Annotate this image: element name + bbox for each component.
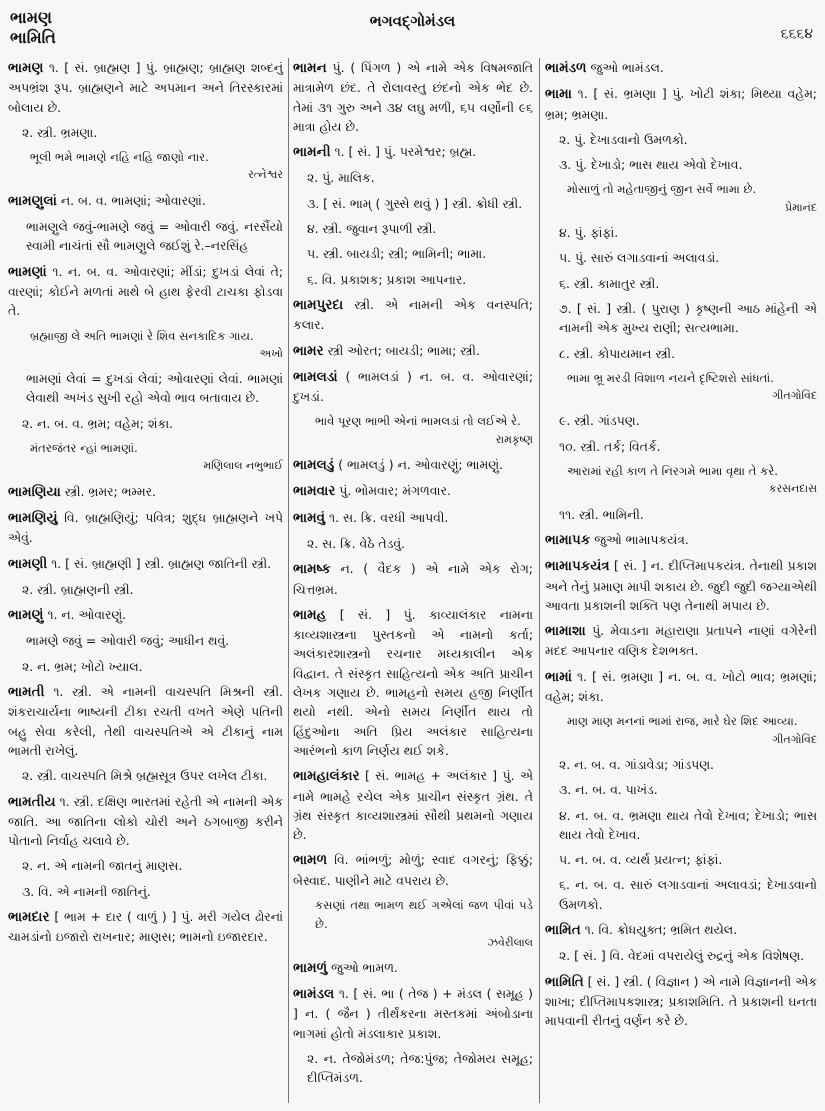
- headword: ભામણું: [8, 607, 44, 624]
- definition: પું. મેવાડના મહારાણા પ્રતાપને નાણાં વગેરેની મદદ આપનાર વણિક દેશભક્ત.: [545, 623, 817, 659]
- dictionary-entry: [545, 530, 817, 550]
- headword: ભામણુલાં: [8, 192, 57, 209]
- book-title: ભગવદ્ગોમંડલ: [369, 12, 456, 30]
- sub-sense: ૧૧. સ્ત્રી. ભામિની.: [559, 506, 644, 522]
- definition: વિ. ભાંભળું; મોળું; સ્વાદ વગરનું; ફિક્કું; બેસ્વાદ. પાણીને માટે વપરાય છે.: [293, 852, 533, 888]
- dictionary-columns: [0, 56, 825, 1106]
- column-2: [293, 56, 533, 1106]
- sub-sense: ૨. પું. દેખાડવાનો ઉમળકો.: [559, 131, 688, 147]
- citation-quote: મોસાળું તો મહેતાજીનું જીન સર્વે ભામા છે.: [567, 182, 757, 197]
- dictionary-entry: [545, 556, 817, 615]
- definition: ૧. સ્ત્રી. દક્ષિણ ભારતમાં રહેતી એ નામની એક જાતિ. આ જાતિના લોકો ચોરી અને ઠગબાજી કરીને પોતાનો નિર્વાહ ચલાવે છે.: [8, 793, 283, 849]
- sub-sense: ૨. ન. તેજોમંડળ; તેજ:પુંજ; તેજોમય સમૂહ; દીપ્તિમંડળ.: [307, 1051, 533, 1086]
- sub-sense: ૫. ન. બ. વ. વ્યર્થ પ્રયત્ન; ફાંફાં.: [559, 852, 723, 868]
- definition: ૧. [ સં. ] પું. પરમેશ્વર; બ્રહ્મ.: [334, 144, 477, 160]
- headword: ભામપુરદા: [293, 296, 344, 313]
- dictionary-entry: [293, 850, 533, 890]
- definition: પું. ભોમવાર; મંગળવાર.: [339, 483, 451, 499]
- sub-sense: ૧૦. સ્ત્રી. તર્ક; વિતર્ક.: [559, 438, 661, 454]
- guide-word-last: ભામિતિ: [10, 28, 56, 47]
- dictionary-entry: [293, 58, 533, 136]
- headword: ભામહાલંકાર: [293, 768, 360, 785]
- citation-author: મણિલાલ નભુભાઈ: [203, 459, 283, 473]
- sub-sense: ૫. પું. સારું લગાડવાનાં અલાવડાં.: [559, 250, 720, 266]
- dictionary-entry: [8, 262, 283, 321]
- headword: ભામની: [293, 144, 331, 161]
- definition: જુઓ ભામાપકયંત્ર.: [594, 531, 689, 547]
- page-header: [0, 4, 825, 54]
- sub-sense: ૩. [ સં. ભામ્ ( ગુસ્સે થવું ) ] સ્ત્રી. ક્રોધી સ્ત્રી.: [307, 195, 523, 211]
- definition: [ સં. ] ન. દીપ્તિમાપકયંત્ર. તેનાથી પ્રકાશ અને તેનું પ્રમાણ માપી શકાય છે. જુદી જુદી જગ્યાએથી આવતા પ્રકાશની શક્તિ પણ તેનાથી મપાય છે.: [545, 558, 817, 613]
- dictionary-entry: [8, 907, 283, 947]
- definition: [ સં. ] સ્ત્રી. ( વિજ્ઞાન ) એ નામે વિજ્ઞાનની એક શાખા; દીપ્તિમાપકશાસ્ત્ર; પ્રકાશમિતિ. તે પ્રકાશની ઘનતા માપવાની રીતનું વર્ણન કરે છે.: [545, 973, 817, 1029]
- headword: ભામિતિ: [545, 973, 584, 990]
- headword: ભામતી: [8, 684, 45, 701]
- dictionary-entry: [8, 508, 283, 548]
- citation-quote: મંતરજંતર ન્હાં ભામણાં.: [30, 441, 138, 456]
- headword: ભામન: [293, 60, 327, 76]
- headword: ભામાપકયંત્ર: [545, 558, 610, 575]
- definition: ૧. [ સં. ભા ( તેજ ) + મંડલ ( સમૂહ ) ] ન. ( જૈન ) તીર્થંકરના મસ્તકમાં અંબોડાના ભાગમાં હોતો મંડલાકાર પ્રકાશ.: [293, 986, 533, 1041]
- headword: ભામણી: [8, 555, 48, 572]
- citation-author: કરસનદાસ: [768, 482, 817, 496]
- citation-author: પ્રેમાનંદ: [785, 200, 817, 214]
- dictionary-entry: [293, 481, 533, 501]
- definition: ૧. સ્ત્રી. એ નામની વાચસ્પતિ મિશ્રની સ્ત્રી. શંકરાચાર્યના ભાષ્યની ટીકા રચતી વખતે એણે પતિની બહુ સેવા કરેલી, તેથી વાચસ્પતિએ એ ટીકાનું નામ ભામતી રાખેલું.: [8, 684, 283, 758]
- sub-sense: ૬. વિ. પ્રકાશક; પ્રકાશ આપનાર.: [307, 271, 467, 287]
- headword: ભામાપક: [545, 531, 591, 548]
- dictionary-entry: [545, 621, 817, 661]
- definition: ન. બ. વ. ભામણાં; ઓવારણાં.: [60, 192, 206, 208]
- dictionary-entry: [293, 367, 533, 407]
- definition: ૧. વિ. ક્રોધયુક્ત; ભ્રમિત થયેલ.: [584, 921, 738, 937]
- headword: ભામહ: [293, 606, 327, 623]
- citation-author: ઝવેરીલાલ: [487, 935, 533, 949]
- definition: ૧. [ સં. બ્રાહ્મણી ] સ્ત્રી. બ્રાહ્મણ જાતિની સ્ત્રી.: [51, 555, 272, 571]
- dictionary-entry: [545, 972, 817, 1031]
- definition: ૧. ન. ઓવારણું.: [47, 607, 127, 623]
- sub-sense: ૨. ન. ભ્રમ; ખોટો ખ્યાલ.: [22, 658, 143, 674]
- page-number: ૬૬૬૪: [780, 26, 813, 42]
- definition: ૧. સ. ક્રિ. વરધી આપવી.: [329, 509, 449, 525]
- definition: [ સં. ] પું. કાવ્યાલંકાર નામના કાવ્યશાસ્ત્રના પુસ્તકનો એ નામનો કર્તા; અલંકારશાસ્ત્રનો રચનાર મધ્યકાલીન એક વિદ્વાન. તે સંસ્કૃત સાહિત્યનો એક અતિ પ્રાચીન લેખક ગણાય છે. ભામહનો સમય હજી નિર્ણીત થયો નથી. એનો સમય નિર્ણીત થાય તો હિંદુઓના અતિ પ્રિય અલંકાર સાહિત્યના આરંભનો કાળ નિર્ણય થઈ શકે.: [293, 606, 533, 758]
- headword: ભામા: [545, 86, 572, 103]
- dictionary-entry: [8, 482, 283, 502]
- dictionary-entry: [8, 792, 283, 851]
- dictionary-entry: [293, 984, 533, 1043]
- dictionary-entry: [293, 455, 533, 475]
- headword: ભામણિયા: [8, 483, 61, 500]
- headword: ભામાં: [545, 668, 572, 685]
- dictionary-entry: [545, 84, 817, 124]
- headword: ભામલડું: [293, 457, 335, 474]
- headword: ભામલડાં: [293, 368, 338, 385]
- sub-sense: ૯. સ્ત્રી. ગાંડપણ.: [559, 413, 640, 429]
- definition: ૧. [ સં. ભ્રમણા ] ન. બ. વ. ખોટો ભાવ; ભ્રમણાં; વહેમ; શંકા.: [545, 668, 817, 705]
- headword: ભામંડલ: [293, 986, 335, 1003]
- sub-sense: ૮. સ્ત્રી. કોપાયમાન સ્ત્રી.: [559, 345, 676, 361]
- headword: ભામદાર: [8, 908, 50, 925]
- sub-sense: ૨. સ. ક્રિ. વેઠે તેડવું.: [307, 535, 406, 551]
- sub-sense: ૫. સ્ત્રી. બાયડી; સ્ત્રી; ભામિની; ભામા.: [307, 246, 487, 262]
- column-1: [8, 56, 283, 1106]
- headword: ભામણ: [8, 60, 44, 76]
- definition: જુઓ ભામંડલ.: [590, 60, 664, 75]
- definition: ( ભામલડાં ) ન. બ. વ. ઓવારણાં; દુખડાં.: [293, 368, 533, 405]
- citation-quote: માણ માણ મનનાં ભામાં રાજ, મારે ઘેર શિદ આવ્યા.: [567, 714, 798, 729]
- citation-quote: ભૂલી ભમે ભામણે નહિ નહિ જાણો નાર.: [30, 150, 209, 165]
- dictionary-entry: [293, 508, 533, 528]
- headword: ભામળું: [293, 959, 328, 976]
- dictionary-entry: [293, 605, 533, 760]
- headword: ભામંડળ: [545, 60, 587, 76]
- dictionary-entry: [293, 559, 533, 599]
- definition: ૧. [ સં. બ્રાહ્મણ ] પું. બ્રાહ્મણ; બ્રાહ્મણ શબ્દનું અપભ્રંશ રૂપ. બ્રાહ્મણને માટે અપમાન અને તિરસ્કારમાં બોલાય છે.: [8, 60, 283, 115]
- definition: ૧. ન. બ. વ. ઓવારણાં; મીંડાં; દુખડાં લેવાં તે; વારણાં; કોઈને મળતાં માથે બે હાથ ફેરવી ટાચકા ફોડવા તે.: [8, 263, 283, 319]
- column-3: [545, 56, 817, 1106]
- definition: ૧. [ સં. ભ્રમણા ] પું. ખોટી શંકા; મિથ્યા વહેમ; ભ્રમ; ભ્રમણા.: [545, 86, 817, 122]
- definition: પું. ( પિંગળ ) એ નામે એક વિષમજાતિ માત્રામેળ છંદ. તે રોલાવસ્તુ છંદનો એક ભેદ છે. તેમાં ૩૧ ગુરુ અને ૩૪ લઘુ મળી, ૬૫ વર્ણોની ૯૬ માત્રા હોય છે.: [293, 60, 533, 134]
- dictionary-entry: [545, 920, 817, 940]
- definition: વિ. બ્રાહ્મણિયું; પવિત્ર; શુદ્ધ બ્રાહ્મણને ખપે એવું.: [8, 509, 283, 546]
- citation-quote: આરામાં રહી કાળ તે નિરગમે ભામા વૃથા તે કરે.: [567, 464, 778, 479]
- sub-sense: ૬. સ્ત્રી. કામાતુર સ્ત્રી.: [559, 275, 660, 291]
- sub-sense: ૨. ન. એ નામની જાતનું માણસ.: [22, 858, 183, 874]
- headword: ભામિત: [545, 921, 581, 938]
- headword: ભામવું: [293, 509, 326, 526]
- definition: જુઓ ભામળ.: [331, 959, 398, 975]
- dictionary-entry: [293, 142, 533, 162]
- sub-sense: ૨. સ્ત્રી. ભ્રમણા.: [22, 124, 98, 140]
- dictionary-entry: [8, 58, 283, 117]
- citation-author: ગીતગોવિંદ: [772, 389, 817, 403]
- definition: ( ભામલડું ) ન. ઓવારણું; ભામણું.: [338, 457, 503, 473]
- citation-author: ગીતગોવિંદ: [772, 732, 817, 746]
- sub-sense: ૨. ન. બ. વ. ગાંડાવેડા; ગાંડપણ.: [559, 756, 714, 772]
- sub-sense: ૨. પું. માલિક.: [307, 170, 375, 186]
- dictionary-entry: [8, 682, 283, 760]
- headword: ભામષ્ક: [293, 561, 331, 578]
- usage-note: ભામણુલે જવું-ભામણે જવું = ઓવારી જવું. નરસૈંયો સ્વામી નાચંતાં સૌ ભામણુલે જઈશું રે.–નરસિંહ: [26, 219, 283, 254]
- dictionary-entry: [545, 58, 817, 78]
- dictionary-entry: [293, 341, 533, 361]
- definition: સ્ત્રી. એ નામની એક વનસ્પતિ; કલાર.: [293, 296, 533, 333]
- headword: ભામતીય: [8, 793, 56, 810]
- sub-sense: ૨. સ્ત્રી. વાચસ્પતિ મિશ્રે બ્રહ્મસૂત્ર ઉપર લખેલ ટીકા.: [22, 768, 268, 784]
- sub-sense: ૨. સ્ત્રી. બ્રાહ્મણની સ્ત્રી.: [22, 581, 134, 597]
- sub-sense: ૩. ન. બ. વ. પાખંડ.: [559, 782, 658, 798]
- definition: સ્ત્રી ઓરત; બાયડી; ભામા; સ્ત્રી.: [327, 342, 480, 358]
- dictionary-entry: [293, 958, 533, 978]
- headword: ભામર: [293, 342, 324, 359]
- sub-sense: ૭. [ સં. ] સ્ત્રી. ( પુરાણ ) કૃષ્ણની આઠ માંહેની એ નામની એક મુખ્ય રાણી; સત્યભામા.: [559, 300, 817, 336]
- definition: ન. ( વૈદક ) એ નામે એક રોગ; ચિત્તભ્રમ.: [293, 561, 533, 597]
- definition: [ ભામ + દાર ( વાળું ) ] પું. મરી ગયેલ ઢોરનાં ચામડાંનો ઇજારો રાખનાર; માણસ; ભામનો ઇજારદાર.: [8, 908, 283, 945]
- usage-note: ભામણાં લેવાં = દુખડાં લેવાં; ઓવારણાં લેવાં. ભામણાં લેવાથી અખંડ સુખી રહો એવો ભાવ બતાવાય છે.: [26, 371, 283, 406]
- sub-sense: ૨. ન. બ. વ. ભ્રમ; વહેમ; શંકા.: [22, 415, 174, 431]
- sub-sense: ૪. ન. બ. વ. ભ્રમણા થાય તેવો દેખાવ; દેખાડો; ભાસ થાય તેવો દેખાવ.: [559, 807, 817, 842]
- citation-author: રામકૃષ્ણ: [495, 432, 533, 446]
- sub-sense: ૪. સ્ત્રી. જુવાન રૂપાળી સ્ત્રી.: [307, 221, 437, 237]
- citation-quote: કસણાં તથા ભામળ થઈ ગએલાં જળ પીવાં પડે છે.: [315, 897, 533, 932]
- usage-note: ભામણે જવું = ઓવારી જવું; આધીન થવું.: [26, 633, 230, 649]
- dictionary-entry: [8, 605, 283, 625]
- sub-sense: ૨. [ સં. ] વિ. વેદમાં વપરાયેલું રુદ્રનું એક વિશેષણ.: [559, 948, 805, 964]
- citation-author: અખો: [259, 346, 283, 360]
- citation-author: રત્નેશ્વર: [248, 168, 283, 182]
- headword: ભામણિયું: [8, 509, 58, 526]
- guide-word-first: ભામણ: [10, 8, 52, 27]
- definition: [ સં. ભામહ + અલંકાર ] પું. એ નામે ભામહે રચેલ એક પ્રાચીન સંસ્કૃત ગ્રંથ. તે ગ્રંથ સંસ્કૃત કાવ્યશાસ્ત્રમાં સૌથી પ્રથમનો ગણાય છે.: [293, 768, 533, 843]
- headword: ભામાશા: [545, 623, 586, 640]
- dictionary-entry: [545, 667, 817, 707]
- dictionary-entry: [293, 766, 533, 844]
- sub-sense: ૪. પું. ફાંફાં.: [559, 225, 619, 241]
- headword: ભામવાર: [293, 483, 336, 500]
- dictionary-entry: [293, 295, 533, 335]
- dictionary-entry: [8, 554, 283, 574]
- citation-quote: ભાવે પૂરણ ભાભી એનાં ભામલડાં તો લઈએ રે.: [315, 414, 521, 429]
- sub-sense: ૩. પું. દેખાડો; ભાસ થાય એવો દેખાવ.: [559, 157, 743, 173]
- dictionary-entry: [8, 191, 283, 211]
- headword: ભામળ: [293, 852, 328, 869]
- definition: સ્ત્રી. ભ્રમર; ભમ્મર.: [64, 483, 156, 499]
- sub-sense: ૬. ન. બ. વ. સારું લગાડવાનાં અલાવડાં; દેખાડવાનો ઉમળકો.: [559, 877, 817, 912]
- citation-quote: બ્રહ્માજી લે અતિ ભામણાં રે શિવ સનકાદિક ગાય.: [30, 328, 254, 343]
- sub-sense: ૩. વિ. એ નામની જાતિનું.: [22, 883, 151, 899]
- citation-quote: ભામા ભ્રૂ મરડી વિશાળ નયને દૃષ્ટિશરો સાંધતાં.: [567, 370, 774, 385]
- headword: ભામણાં: [8, 263, 47, 280]
